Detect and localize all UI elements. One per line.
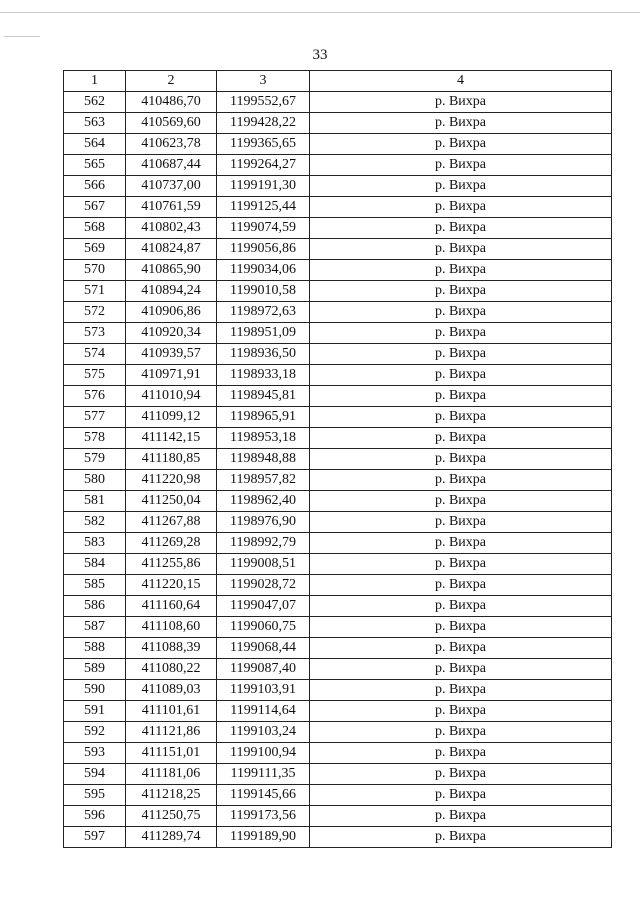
table-row <box>64 239 612 260</box>
cell-x-coordinate: 410802,43 <box>126 218 217 239</box>
cell-y-coordinate: 1199100,94 <box>217 743 310 764</box>
cell-x-coordinate: 411099,12 <box>126 407 217 428</box>
cell-point-number: 563 <box>64 113 126 134</box>
cell-description: р. Вихра <box>310 428 612 449</box>
cell-point-number: 579 <box>64 449 126 470</box>
cell-x-coordinate: 410761,59 <box>126 197 217 218</box>
cell-description: р. Вихра <box>310 554 612 575</box>
cell-y-coordinate: 1198951,09 <box>217 323 310 344</box>
table-row <box>64 92 612 113</box>
table-row <box>64 344 612 365</box>
cell-description: р. Вихра <box>310 302 612 323</box>
table-row <box>64 596 612 617</box>
cell-description: р. Вихра <box>310 617 612 638</box>
table-row <box>64 449 612 470</box>
table-row <box>64 323 612 344</box>
cell-description: р. Вихра <box>310 113 612 134</box>
table-row <box>64 659 612 680</box>
table-row <box>64 491 612 512</box>
cell-x-coordinate: 410824,87 <box>126 239 217 260</box>
cell-description: р. Вихра <box>310 785 612 806</box>
cell-description: р. Вихра <box>310 764 612 785</box>
header-cell-description: 4 <box>310 71 612 92</box>
cell-y-coordinate: 1199191,30 <box>217 176 310 197</box>
cell-x-coordinate: 411101,61 <box>126 701 217 722</box>
cell-y-coordinate: 1199552,67 <box>217 92 310 113</box>
cell-point-number: 569 <box>64 239 126 260</box>
cell-point-number: 580 <box>64 470 126 491</box>
cell-description: р. Вихра <box>310 533 612 554</box>
cell-point-number: 590 <box>64 680 126 701</box>
cell-y-coordinate: 1199028,72 <box>217 575 310 596</box>
header-cell-y-coordinate: 3 <box>217 71 310 92</box>
cell-x-coordinate: 410939,57 <box>126 344 217 365</box>
table-row <box>64 722 612 743</box>
cell-description: р. Вихра <box>310 176 612 197</box>
cell-point-number: 596 <box>64 806 126 827</box>
table-row <box>64 365 612 386</box>
cell-point-number: 586 <box>64 596 126 617</box>
cell-y-coordinate: 1198972,63 <box>217 302 310 323</box>
cell-point-number: 595 <box>64 785 126 806</box>
cell-y-coordinate: 1199125,44 <box>217 197 310 218</box>
cell-y-coordinate: 1198965,91 <box>217 407 310 428</box>
cell-x-coordinate: 410920,34 <box>126 323 217 344</box>
table-row <box>64 113 612 134</box>
cell-point-number: 592 <box>64 722 126 743</box>
cell-y-coordinate: 1199034,06 <box>217 260 310 281</box>
table-row <box>64 197 612 218</box>
table-row <box>64 617 612 638</box>
cell-x-coordinate: 411089,03 <box>126 680 217 701</box>
cell-y-coordinate: 1199103,24 <box>217 722 310 743</box>
cell-point-number: 574 <box>64 344 126 365</box>
cell-x-coordinate: 411220,98 <box>126 470 217 491</box>
cell-x-coordinate: 410971,91 <box>126 365 217 386</box>
cell-description: р. Вихра <box>310 470 612 491</box>
cell-y-coordinate: 1199428,22 <box>217 113 310 134</box>
page-number: 33 <box>312 47 328 63</box>
cell-y-coordinate: 1199114,64 <box>217 701 310 722</box>
cell-description: р. Вихра <box>310 491 612 512</box>
cell-y-coordinate: 1198962,40 <box>217 491 310 512</box>
cell-point-number: 581 <box>64 491 126 512</box>
table-row <box>64 743 612 764</box>
cell-description: р. Вихра <box>310 386 612 407</box>
table-row <box>64 407 612 428</box>
cell-x-coordinate: 411142,15 <box>126 428 217 449</box>
cell-y-coordinate: 1199010,58 <box>217 281 310 302</box>
cell-y-coordinate: 1199173,56 <box>217 806 310 827</box>
cell-y-coordinate: 1198976,90 <box>217 512 310 533</box>
cell-description: р. Вихра <box>310 281 612 302</box>
cell-x-coordinate: 411250,75 <box>126 806 217 827</box>
header-cell-point-number: 1 <box>64 71 126 92</box>
table-row <box>64 827 612 848</box>
cell-point-number: 588 <box>64 638 126 659</box>
cell-description: р. Вихра <box>310 134 612 155</box>
cell-point-number: 562 <box>64 92 126 113</box>
table-row <box>64 134 612 155</box>
cell-point-number: 564 <box>64 134 126 155</box>
cell-point-number: 565 <box>64 155 126 176</box>
table-row <box>64 428 612 449</box>
cell-description: р. Вихра <box>310 260 612 281</box>
cell-description: р. Вихра <box>310 365 612 386</box>
cell-y-coordinate: 1199264,27 <box>217 155 310 176</box>
cell-x-coordinate: 411080,22 <box>126 659 217 680</box>
cell-point-number: 589 <box>64 659 126 680</box>
cell-point-number: 578 <box>64 428 126 449</box>
cell-y-coordinate: 1198933,18 <box>217 365 310 386</box>
cell-description: р. Вихра <box>310 344 612 365</box>
cell-x-coordinate: 411267,88 <box>126 512 217 533</box>
cell-description: р. Вихра <box>310 197 612 218</box>
cell-x-coordinate: 410865,90 <box>126 260 217 281</box>
cell-description: р. Вихра <box>310 659 612 680</box>
table-row <box>64 554 612 575</box>
cell-y-coordinate: 1199189,90 <box>217 827 310 848</box>
cell-point-number: 597 <box>64 827 126 848</box>
cell-point-number: 585 <box>64 575 126 596</box>
scan-artifact-line <box>0 12 640 13</box>
table-row <box>64 470 612 491</box>
cell-x-coordinate: 411151,01 <box>126 743 217 764</box>
cell-y-coordinate: 1199103,91 <box>217 680 310 701</box>
cell-point-number: 577 <box>64 407 126 428</box>
cell-x-coordinate: 410486,70 <box>126 92 217 113</box>
cell-description: р. Вихра <box>310 155 612 176</box>
cell-x-coordinate: 410623,78 <box>126 134 217 155</box>
cell-x-coordinate: 411220,15 <box>126 575 217 596</box>
cell-point-number: 594 <box>64 764 126 785</box>
table-row <box>64 701 612 722</box>
cell-point-number: 571 <box>64 281 126 302</box>
cell-description: р. Вихра <box>310 239 612 260</box>
coordinates-table <box>63 70 612 848</box>
cell-y-coordinate: 1199074,59 <box>217 218 310 239</box>
cell-x-coordinate: 411010,94 <box>126 386 217 407</box>
table-row <box>64 785 612 806</box>
cell-description: р. Вихра <box>310 575 612 596</box>
cell-y-coordinate: 1199365,65 <box>217 134 310 155</box>
cell-point-number: 576 <box>64 386 126 407</box>
cell-y-coordinate: 1198948,88 <box>217 449 310 470</box>
cell-point-number: 591 <box>64 701 126 722</box>
cell-description: р. Вихра <box>310 92 612 113</box>
cell-point-number: 587 <box>64 617 126 638</box>
cell-point-number: 584 <box>64 554 126 575</box>
cell-point-number: 572 <box>64 302 126 323</box>
cell-description: р. Вихра <box>310 806 612 827</box>
cell-point-number: 573 <box>64 323 126 344</box>
table-row <box>64 575 612 596</box>
cell-y-coordinate: 1199087,40 <box>217 659 310 680</box>
cell-x-coordinate: 411218,25 <box>126 785 217 806</box>
table-row <box>64 260 612 281</box>
cell-y-coordinate: 1198957,82 <box>217 470 310 491</box>
cell-description: р. Вихра <box>310 827 612 848</box>
table-row <box>64 176 612 197</box>
cell-description: р. Вихра <box>310 449 612 470</box>
cell-y-coordinate: 1198936,50 <box>217 344 310 365</box>
cell-description: р. Вихра <box>310 407 612 428</box>
cell-x-coordinate: 410894,24 <box>126 281 217 302</box>
header-cell-x-coordinate: 2 <box>126 71 217 92</box>
table-body <box>64 92 612 848</box>
cell-x-coordinate: 410569,60 <box>126 113 217 134</box>
cell-y-coordinate: 1198953,18 <box>217 428 310 449</box>
cell-y-coordinate: 1199111,35 <box>217 764 310 785</box>
cell-point-number: 568 <box>64 218 126 239</box>
cell-x-coordinate: 411250,04 <box>126 491 217 512</box>
cell-point-number: 575 <box>64 365 126 386</box>
table-row <box>64 386 612 407</box>
cell-x-coordinate: 410906,86 <box>126 302 217 323</box>
cell-x-coordinate: 411255,86 <box>126 554 217 575</box>
cell-y-coordinate: 1199047,07 <box>217 596 310 617</box>
cell-point-number: 566 <box>64 176 126 197</box>
cell-description: р. Вихра <box>310 218 612 239</box>
cell-description: р. Вихра <box>310 701 612 722</box>
cell-description: р. Вихра <box>310 512 612 533</box>
table-row <box>64 155 612 176</box>
cell-description: р. Вихра <box>310 680 612 701</box>
cell-y-coordinate: 1198992,79 <box>217 533 310 554</box>
cell-point-number: 570 <box>64 260 126 281</box>
cell-y-coordinate: 1199145,66 <box>217 785 310 806</box>
table-row <box>64 302 612 323</box>
scan-artifact-mark <box>4 36 40 37</box>
cell-description: р. Вихра <box>310 323 612 344</box>
cell-x-coordinate: 411180,85 <box>126 449 217 470</box>
cell-y-coordinate: 1199060,75 <box>217 617 310 638</box>
table-row <box>64 806 612 827</box>
cell-point-number: 567 <box>64 197 126 218</box>
table-row <box>64 281 612 302</box>
cell-y-coordinate: 1199068,44 <box>217 638 310 659</box>
table-row <box>64 512 612 533</box>
table-row <box>64 764 612 785</box>
cell-x-coordinate: 411289,74 <box>126 827 217 848</box>
table-row <box>64 680 612 701</box>
cell-point-number: 582 <box>64 512 126 533</box>
cell-x-coordinate: 410737,00 <box>126 176 217 197</box>
cell-x-coordinate: 411121,86 <box>126 722 217 743</box>
cell-point-number: 583 <box>64 533 126 554</box>
table-header-row <box>64 71 612 92</box>
cell-x-coordinate: 411160,64 <box>126 596 217 617</box>
cell-description: р. Вихра <box>310 722 612 743</box>
table-row <box>64 638 612 659</box>
cell-y-coordinate: 1198945,81 <box>217 386 310 407</box>
cell-x-coordinate: 410687,44 <box>126 155 217 176</box>
cell-x-coordinate: 411269,28 <box>126 533 217 554</box>
cell-y-coordinate: 1199056,86 <box>217 239 310 260</box>
cell-description: р. Вихра <box>310 638 612 659</box>
table-row <box>64 218 612 239</box>
cell-x-coordinate: 411108,60 <box>126 617 217 638</box>
cell-y-coordinate: 1199008,51 <box>217 554 310 575</box>
table-row <box>64 533 612 554</box>
cell-description: р. Вихра <box>310 743 612 764</box>
cell-x-coordinate: 411088,39 <box>126 638 217 659</box>
cell-point-number: 593 <box>64 743 126 764</box>
cell-description: р. Вихра <box>310 596 612 617</box>
cell-x-coordinate: 411181,06 <box>126 764 217 785</box>
coordinates-table-container <box>63 70 612 848</box>
